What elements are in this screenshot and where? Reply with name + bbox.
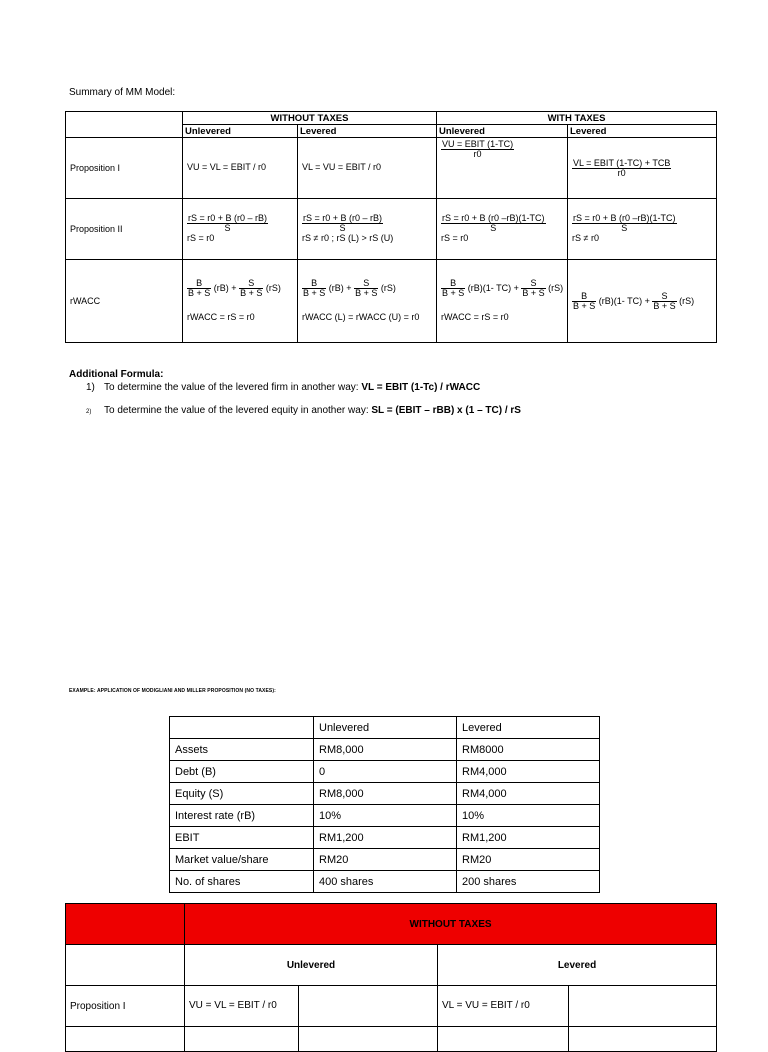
proposition-1-label: Proposition I: [66, 986, 185, 1027]
example-title: EXAMPLE: APPLICATION OF MODIGLIANI AND MILLER PROPOSITION (NO TAXES):: [69, 688, 276, 694]
wacc-num-b: B: [187, 279, 211, 289]
header-corner-cell: [66, 904, 185, 945]
table-row: [170, 827, 600, 849]
table-row: [170, 761, 600, 783]
item-2-number: 2): [86, 409, 92, 415]
wacc-t-unlevered: [437, 260, 568, 343]
wacc-den: B + S: [355, 287, 378, 298]
with-taxes-header: WITH TAXES: [437, 112, 717, 125]
table-cell: RM8000: [457, 739, 600, 761]
item-2-text: To determine the value of the levered equity in another way:: [104, 405, 369, 416]
without-taxes-banner: WITHOUT TAXES: [185, 904, 717, 945]
prop2-t-levered: [568, 199, 717, 260]
unlevered-header: Unlevered: [183, 125, 298, 138]
prop2-wt-lev-den: S: [339, 222, 346, 233]
table-cell: 400 shares: [314, 871, 457, 893]
example-table: [169, 716, 600, 893]
table-cell: RM20: [314, 849, 457, 871]
unlevered-header-tax: Unlevered: [437, 125, 568, 138]
prop2-t-unlev-den: S: [490, 222, 497, 233]
wacc-den: B + S: [442, 287, 465, 298]
prop1-t-lev-den: r0: [617, 167, 626, 178]
table-row: [170, 805, 600, 827]
wacc-num-s: S: [652, 292, 676, 302]
table-cell: Debt (B): [170, 761, 314, 783]
empty-cell: [66, 1027, 185, 1052]
wacc-den: B + S: [573, 300, 596, 311]
table-row: [170, 871, 600, 893]
prop2-t-lev-eq: rS = r0 + B (r0 –rB)(1-TC): [573, 212, 676, 223]
wacc-wt-lev-tail: rWACC (L) = rWACC (U) = r0: [302, 311, 420, 322]
wacc-rs: (rS): [380, 282, 396, 293]
wacc-den: B + S: [303, 287, 326, 298]
wacc-num-s: S: [239, 279, 263, 289]
empty-corner-2: [66, 125, 183, 138]
table-cell: No. of shares: [170, 871, 314, 893]
empty-cell: [185, 1027, 299, 1052]
table-cell: Equity (S): [170, 783, 314, 805]
item-1-formula: VL = EBIT (1-Tc) / rWACC: [361, 382, 481, 393]
wacc-wt-levered: [298, 260, 437, 343]
wacc-rs: (rS): [548, 282, 564, 293]
summary-title: Summary of MM Model:: [69, 87, 176, 98]
wacc-rb-tax: (rB)(1- TC) +: [598, 295, 650, 306]
prop2-wt-unlev-eq2: rS = r0: [187, 232, 215, 243]
item-1-number: 1): [86, 382, 95, 393]
prop2-t-unlevered: [437, 199, 568, 260]
table-row: [170, 739, 600, 761]
wacc-num-b: B: [572, 292, 596, 302]
prop1-wt-levered: VL = VU = EBIT / r0: [298, 138, 437, 199]
wacc-num-b: B: [302, 279, 326, 289]
prop1-t-unlev-num: VU = EBIT (1-TC): [442, 139, 514, 149]
additional-item-1: [86, 382, 480, 393]
prop1-levered-formula: VL = VU = EBIT / r0: [438, 986, 569, 1027]
prop1-unlevered-formula: VU = VL = EBIT / r0: [185, 986, 299, 1027]
wacc-t-levered: [568, 260, 717, 343]
table-cell: RM20: [457, 849, 600, 871]
table-cell: RM8,000: [314, 739, 457, 761]
empty-cell: [569, 986, 717, 1027]
wacc-rb: (rB) +: [328, 282, 352, 293]
prop2-wt-unlev-den: S: [224, 222, 231, 233]
empty-corner: [66, 112, 183, 125]
wacc-label: rWACC: [66, 260, 183, 343]
prop1-t-unlevered: [437, 138, 568, 199]
wacc-rs: (rS): [265, 282, 281, 293]
prop2-wt-unlev-eq: rS = r0 + B (r0 – rB): [188, 212, 268, 223]
empty-cell: [299, 1027, 438, 1052]
prop2-t-lev-eq2: rS ≠ r0: [572, 232, 599, 243]
table-cell: RM4,000: [457, 783, 600, 805]
levered-header: Levered: [298, 125, 437, 138]
unlevered-subheader: Unlevered: [185, 945, 438, 986]
additional-formula-title: Additional Formula:: [69, 369, 164, 380]
table-cell: RM1,200: [314, 827, 457, 849]
table-row: [170, 783, 600, 805]
wacc-den: B + S: [653, 300, 676, 311]
table-cell: 10%: [314, 805, 457, 827]
wacc-den: B + S: [522, 287, 545, 298]
empty-cell: [569, 1027, 717, 1052]
table-cell: Market value/share: [170, 849, 314, 871]
table-cell: 0: [314, 761, 457, 783]
empty-cell: [66, 945, 185, 986]
wacc-t-unlev-tail: rWACC = rS = r0: [441, 311, 509, 322]
table-cell: RM4,000: [457, 761, 600, 783]
prop1-t-levered: [568, 138, 717, 199]
prop2-wt-lev-eq: rS = r0 + B (r0 – rB): [303, 212, 383, 223]
table-cell: RM1,200: [457, 827, 600, 849]
worksheet-table: [65, 903, 717, 1052]
table-cell: [170, 717, 314, 739]
mm-summary-table: [65, 111, 717, 343]
empty-cell: [299, 986, 438, 1027]
table-cell: 200 shares: [457, 871, 600, 893]
table-cell: Assets: [170, 739, 314, 761]
prop2-wt-levered: [298, 199, 437, 260]
prop2-t-unlev-eq2: rS = r0: [441, 232, 469, 243]
table-cell: Unlevered: [314, 717, 457, 739]
wacc-num-s: S: [521, 279, 545, 289]
without-taxes-header: WITHOUT TAXES: [183, 112, 437, 125]
proposition-1-label: Proposition I: [66, 138, 183, 199]
item-2-formula: SL = (EBIT – rBB) x (1 – TC) / rS: [371, 405, 521, 416]
prop1-wt-unlevered: VU = VL = EBIT / r0: [183, 138, 298, 199]
wacc-den: B + S: [240, 287, 263, 298]
empty-cell: [438, 1027, 569, 1052]
table-row: [170, 717, 600, 739]
table-cell: Interest rate (rB): [170, 805, 314, 827]
table-cell: RM8,000: [314, 783, 457, 805]
proposition-2-label: Proposition II: [66, 199, 183, 260]
levered-subheader: Levered: [438, 945, 717, 986]
wacc-num-b: B: [441, 279, 465, 289]
prop1-t-unlev-den: r0: [473, 149, 482, 159]
prop2-t-lev-den: S: [621, 222, 628, 233]
wacc-rb-tax: (rB)(1- TC) +: [467, 282, 519, 293]
wacc-wt-unlev-tail: rWACC = rS = r0: [187, 311, 255, 322]
wacc-num-s: S: [354, 279, 378, 289]
wacc-den: B + S: [188, 287, 211, 298]
wacc-wt-unlevered: [183, 260, 298, 343]
table-row: [170, 849, 600, 871]
table-cell: 10%: [457, 805, 600, 827]
prop2-wt-lev-eq2: rS ≠ r0 ; rS (L) > rS (U): [302, 232, 394, 243]
prop2-wt-unlevered: [183, 199, 298, 260]
additional-item-2: [86, 405, 521, 416]
item-1-text: To determine the value of the levered firm in another way:: [104, 382, 359, 393]
prop2-t-unlev-eq: rS = r0 + B (r0 –rB)(1-TC): [442, 212, 545, 223]
levered-header-tax: Levered: [568, 125, 717, 138]
wacc-rs: (rS): [679, 295, 695, 306]
table-cell: EBIT: [170, 827, 314, 849]
wacc-rb: (rB) +: [213, 282, 237, 293]
table-cell: Levered: [457, 717, 600, 739]
prop1-t-lev-num: VL = EBIT (1-TC) + TCB: [573, 157, 671, 168]
